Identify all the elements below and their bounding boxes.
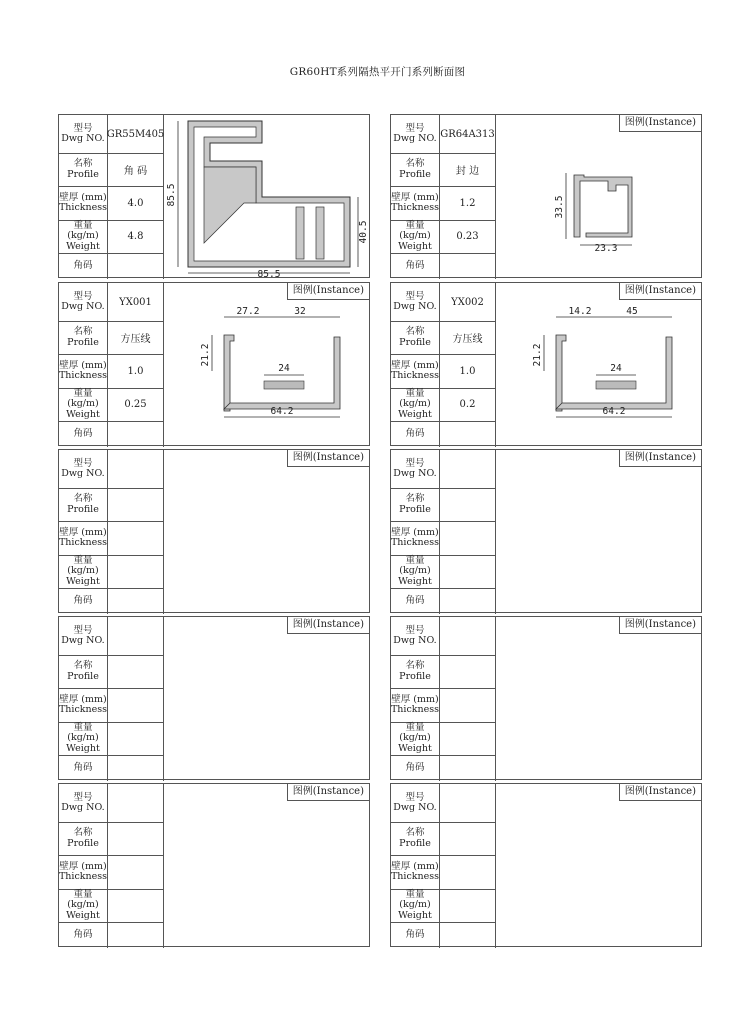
value-dwg: YX002 (440, 283, 496, 321)
dimension-label: 64.2 (270, 406, 294, 417)
label-cn: 角码 (405, 928, 425, 940)
drawing-area (164, 617, 369, 779)
dimension-label: 21.2 (532, 343, 543, 367)
profile-card (58, 282, 370, 446)
gasket (596, 381, 636, 389)
row-label (391, 321, 440, 354)
rib (296, 207, 304, 259)
dimension-label: 85.5 (166, 183, 177, 207)
profile-card (390, 783, 702, 947)
label-en: Dwg NO. (61, 802, 105, 813)
value-dwg (440, 450, 496, 488)
label-en: Profile (399, 336, 431, 348)
value-empty (440, 922, 496, 948)
drawing-area (496, 283, 701, 445)
instance-label: 图例(Instance) (619, 784, 701, 801)
page-title: GR60HT系列隔热平开门系列断面图 (289, 66, 466, 78)
label-cn: 角码 (405, 259, 425, 271)
instance-label: 图例(Instance) (619, 450, 701, 467)
row-label (391, 784, 440, 822)
label-en: Weight (66, 240, 100, 252)
row-label (59, 822, 108, 855)
label-cn: 名称 (73, 660, 93, 671)
label-en: Dwg NO. (393, 635, 437, 646)
label-en: Profile (399, 837, 431, 849)
label-cn: 名称 (405, 660, 425, 671)
label-cn: 角码 (73, 427, 93, 439)
value-empty (440, 421, 496, 447)
label-cn: 重量(kg/m) (399, 721, 431, 744)
value-empty (108, 421, 164, 447)
label-cn: 角码 (405, 594, 425, 606)
profile-card (58, 449, 370, 613)
profile-card (390, 282, 702, 446)
value-weight (108, 555, 164, 588)
row-label (391, 450, 440, 488)
label-en: Thickness (58, 537, 108, 548)
row-label (391, 253, 440, 279)
profile-card (390, 449, 702, 613)
label-cn: 型号 (73, 624, 93, 636)
value-weight: 0.25 (108, 388, 164, 421)
instance-label: 图例(Instance) (287, 283, 369, 300)
label-en: Profile (399, 168, 431, 180)
label-cn: 壁厚 (mm) (391, 191, 439, 203)
row-label (391, 617, 440, 655)
value-weight (440, 722, 496, 755)
label-cn: 型号 (73, 122, 93, 134)
label-en: Dwg NO. (61, 133, 105, 144)
row-label (59, 655, 108, 688)
label-cn: 重量(kg/m) (399, 554, 431, 577)
row-label (391, 655, 440, 688)
row-label (59, 521, 108, 555)
row-label (391, 186, 440, 220)
row-label (391, 555, 440, 588)
profile-card (390, 616, 702, 780)
row-label (391, 421, 440, 447)
instance-label: 图例(Instance) (287, 617, 369, 634)
dimension-label: 24 (278, 363, 290, 374)
dimension-label: 33.5 (554, 195, 565, 219)
label-cn: 角码 (73, 761, 93, 773)
value-thickness: 1.0 (108, 354, 164, 388)
label-cn: 重量(kg/m) (67, 554, 99, 577)
value-thickness: 1.0 (440, 354, 496, 388)
dimension-label: 21.2 (200, 343, 211, 367)
label-en: Dwg NO. (393, 133, 437, 144)
row-label (391, 115, 440, 153)
value-empty (440, 253, 496, 279)
label-cn: 壁厚 (mm) (59, 860, 107, 872)
rib (316, 207, 324, 259)
label-en: Thickness (58, 370, 108, 381)
dimension-label: 32 (294, 306, 306, 317)
row-label (59, 421, 108, 447)
value-thickness (440, 855, 496, 889)
drawing-area (496, 115, 701, 277)
value-empty (108, 588, 164, 614)
label-cn: 重量(kg/m) (67, 888, 99, 911)
value-profile (440, 822, 496, 855)
dimension-label: 14.2 (568, 306, 592, 317)
label-cn: 角码 (73, 594, 93, 606)
row-label (59, 354, 108, 388)
label-en: Dwg NO. (393, 802, 437, 813)
row-label (391, 488, 440, 521)
label-cn: 名称 (405, 158, 425, 169)
label-cn: 角码 (73, 928, 93, 940)
drawing-area (496, 450, 701, 612)
label-cn: 型号 (405, 457, 425, 469)
row-label (59, 488, 108, 521)
label-cn: 壁厚 (mm) (391, 526, 439, 538)
profile-outline (574, 175, 632, 237)
label-cn: 名称 (73, 827, 93, 838)
value-dwg (108, 617, 164, 655)
label-en: Dwg NO. (61, 468, 105, 479)
row-label (59, 321, 108, 354)
instance-label: 图例(Instance) (287, 450, 369, 467)
label-en: Thickness (390, 370, 440, 381)
label-en: Weight (66, 408, 100, 420)
label-cn: 型号 (73, 791, 93, 803)
value-profile: 角 码 (108, 153, 164, 186)
drawing-area (164, 450, 369, 612)
label-cn: 名称 (405, 827, 425, 838)
value-weight (108, 889, 164, 922)
row-label (59, 889, 108, 922)
label-cn: 型号 (405, 290, 425, 302)
value-weight (440, 889, 496, 922)
row-label (59, 388, 108, 421)
label-cn: 角码 (405, 427, 425, 439)
section-drawing (164, 115, 371, 279)
profile-card (390, 114, 702, 278)
row-label (391, 755, 440, 781)
value-dwg: GR64A313 (440, 115, 496, 153)
label-en: Dwg NO. (61, 635, 105, 646)
value-weight (440, 555, 496, 588)
label-en: Thickness (58, 202, 108, 213)
label-en: Profile (67, 503, 99, 515)
value-profile (440, 488, 496, 521)
label-en: Profile (399, 503, 431, 515)
label-cn: 名称 (73, 326, 93, 337)
value-profile: 方压线 (108, 321, 164, 354)
label-en: Thickness (390, 202, 440, 213)
row-label (59, 283, 108, 321)
dimension-label: 24 (610, 363, 622, 374)
row-label (59, 722, 108, 755)
section-drawing (496, 115, 703, 279)
value-dwg (108, 450, 164, 488)
label-en: Dwg NO. (393, 468, 437, 479)
label-cn: 重量(kg/m) (399, 219, 431, 242)
instance-label: 图例(Instance) (619, 115, 701, 132)
label-en: Weight (398, 909, 432, 921)
dimension-label: 85.5 (257, 269, 281, 279)
dimension-label: 40.5 (358, 220, 369, 244)
row-label (59, 922, 108, 948)
label-cn: 壁厚 (mm) (391, 693, 439, 705)
label-en: Weight (398, 408, 432, 420)
drawing-area (164, 115, 369, 277)
value-profile: 封 边 (440, 153, 496, 186)
value-thickness (108, 855, 164, 889)
dimension-label: 64.2 (602, 406, 626, 417)
row-label (391, 855, 440, 889)
value-profile (108, 488, 164, 521)
label-en: Weight (66, 909, 100, 921)
row-label (59, 555, 108, 588)
row-label (59, 153, 108, 186)
dimension-label: 23.3 (594, 243, 618, 254)
label-cn: 型号 (405, 122, 425, 134)
label-cn: 角码 (73, 259, 93, 271)
value-weight: 0.23 (440, 220, 496, 253)
value-profile (108, 822, 164, 855)
label-cn: 型号 (73, 457, 93, 469)
value-weight (108, 722, 164, 755)
label-en: Weight (398, 742, 432, 754)
value-thickness: 4.0 (108, 186, 164, 220)
profile-outline (556, 335, 566, 411)
profile-card (58, 114, 370, 278)
row-label (391, 922, 440, 948)
label-cn: 名称 (73, 158, 93, 169)
label-en: Dwg NO. (61, 301, 105, 312)
row-label (59, 115, 108, 153)
row-label (59, 253, 108, 279)
row-label (59, 450, 108, 488)
value-dwg: YX001 (108, 283, 164, 321)
label-cn: 壁厚 (mm) (59, 191, 107, 203)
label-cn: 型号 (405, 791, 425, 803)
label-cn: 角码 (405, 761, 425, 773)
label-cn: 壁厚 (mm) (59, 359, 107, 371)
row-label (391, 521, 440, 555)
value-empty (440, 588, 496, 614)
label-cn: 壁厚 (mm) (59, 693, 107, 705)
row-label (59, 186, 108, 220)
drawing-area (496, 784, 701, 946)
label-en: Weight (398, 575, 432, 587)
drawing-area (164, 784, 369, 946)
profile-card (58, 616, 370, 780)
label-cn: 名称 (405, 493, 425, 504)
label-en: Profile (67, 336, 99, 348)
profile-outline (224, 335, 234, 411)
value-empty (108, 253, 164, 279)
row-label (59, 617, 108, 655)
value-profile (108, 655, 164, 688)
label-en: Profile (67, 837, 99, 849)
label-en: Profile (67, 168, 99, 180)
row-label (391, 283, 440, 321)
label-cn: 型号 (73, 290, 93, 302)
row-label (59, 784, 108, 822)
drawing-area (496, 617, 701, 779)
label-en: Profile (399, 670, 431, 682)
label-en: Dwg NO. (393, 301, 437, 312)
row-label (59, 855, 108, 889)
row-label (59, 688, 108, 722)
row-label (391, 354, 440, 388)
label-cn: 重量(kg/m) (67, 219, 99, 242)
value-weight: 0.2 (440, 388, 496, 421)
row-label (59, 755, 108, 781)
label-en: Profile (67, 670, 99, 682)
label-en: Thickness (58, 704, 108, 715)
label-en: Weight (66, 742, 100, 754)
value-dwg (440, 617, 496, 655)
row-label (391, 822, 440, 855)
label-cn: 壁厚 (mm) (391, 860, 439, 872)
label-en: Weight (398, 240, 432, 252)
gasket (264, 381, 304, 389)
row-label (59, 588, 108, 614)
row-label (59, 220, 108, 253)
label-en: Thickness (390, 704, 440, 715)
value-weight: 4.8 (108, 220, 164, 253)
value-thickness (440, 688, 496, 722)
label-cn: 重量(kg/m) (399, 387, 431, 410)
label-en: Thickness (390, 537, 440, 548)
label-cn: 重量(kg/m) (67, 721, 99, 744)
value-empty (108, 755, 164, 781)
value-thickness (108, 521, 164, 555)
row-label (391, 220, 440, 253)
value-thickness (440, 521, 496, 555)
section-drawing (164, 283, 371, 447)
value-thickness: 1.2 (440, 186, 496, 220)
label-cn: 重量(kg/m) (67, 387, 99, 410)
label-cn: 型号 (405, 624, 425, 636)
dimension-label: 27.2 (236, 306, 260, 317)
value-dwg: GR55M405 (108, 115, 164, 153)
label-cn: 壁厚 (mm) (59, 526, 107, 538)
row-label (391, 153, 440, 186)
dimension-label: 45 (626, 306, 638, 317)
label-cn: 名称 (73, 493, 93, 504)
label-cn: 重量(kg/m) (399, 888, 431, 911)
label-cn: 名称 (405, 326, 425, 337)
instance-label: 图例(Instance) (619, 617, 701, 634)
row-label (391, 588, 440, 614)
value-profile: 方压线 (440, 321, 496, 354)
label-en: Thickness (58, 871, 108, 882)
row-label (391, 688, 440, 722)
value-dwg (108, 784, 164, 822)
value-empty (108, 922, 164, 948)
section-drawing (496, 283, 703, 447)
value-profile (440, 655, 496, 688)
drawing-area (164, 283, 369, 445)
value-empty (440, 755, 496, 781)
label-cn: 壁厚 (mm) (391, 359, 439, 371)
label-en: Thickness (390, 871, 440, 882)
profile-card (58, 783, 370, 947)
value-dwg (440, 784, 496, 822)
label-en: Weight (66, 575, 100, 587)
row-label (391, 889, 440, 922)
value-thickness (108, 688, 164, 722)
instance-label: 图例(Instance) (619, 283, 701, 300)
row-label (391, 388, 440, 421)
instance-label: 图例(Instance) (287, 784, 369, 801)
row-label (391, 722, 440, 755)
